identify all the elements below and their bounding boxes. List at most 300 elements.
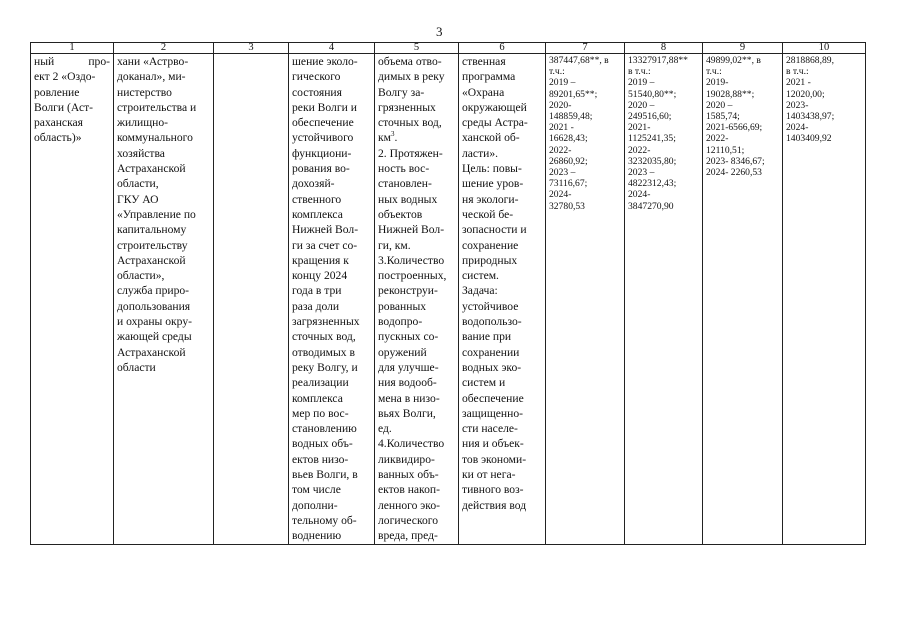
cell-text: становлен- [378, 177, 432, 191]
cell-text: шение эколо- [292, 55, 358, 68]
cell-line [292, 375, 371, 390]
cell-text: 16628,43; [549, 133, 588, 145]
cell-text: ектов низо- [292, 452, 349, 466]
cell-text: 2023 – [628, 167, 655, 179]
cell-state-program [459, 54, 546, 545]
cell-text: реки Волги и [292, 100, 357, 114]
cell-text: ги за счет со- [292, 238, 358, 252]
cell-text: нистерство [117, 85, 172, 99]
cell-text: «Охрана [462, 85, 505, 99]
cell-line [378, 253, 455, 268]
cell-lines [34, 69, 110, 145]
cell-line [292, 436, 371, 451]
cell-line [292, 69, 371, 84]
cell-text: 12020,00; [786, 88, 825, 100]
cell-line [549, 77, 621, 88]
cell-text: допользования [117, 299, 191, 313]
col-header: 1 [31, 43, 114, 54]
cell-text: тов экономи- [462, 452, 527, 466]
cell-line [462, 345, 542, 360]
cell-line [786, 133, 862, 144]
col-header: 6 [459, 43, 546, 54]
cell-text: ных водных [378, 192, 438, 206]
cell-text: среды Астра- [462, 116, 528, 130]
cell-text: объема отво- [378, 55, 442, 68]
cell-line [628, 145, 699, 156]
cell-text: доканал», ми- [117, 70, 186, 84]
cell-line [378, 146, 455, 161]
cell-text: оружений [378, 345, 427, 359]
cell-line [706, 100, 779, 111]
cell-line [378, 498, 455, 513]
cell-text: ня экологи- [462, 192, 519, 206]
cell-line [378, 100, 455, 115]
cell-line [706, 122, 779, 133]
cell-line [34, 69, 110, 84]
cell-text: устойчивое [462, 299, 519, 313]
cell-text: ровление [34, 85, 80, 99]
cell-line [117, 54, 210, 69]
cell-line [462, 192, 542, 207]
cell-text: окружающей [462, 100, 527, 114]
cell-text: 2021 - [549, 122, 574, 134]
cell-text: 3232035,80; [628, 155, 677, 167]
cell-line [378, 528, 455, 543]
cell-text: раза доли [292, 299, 340, 313]
cell-text: ность вос- [378, 162, 430, 176]
cell-text: хани «Астрво- [117, 55, 189, 68]
cell-line [378, 360, 455, 375]
cell-text: ния водооб- [378, 376, 437, 390]
cell-line [549, 122, 621, 133]
cell-funding-7 [546, 54, 625, 545]
cell-line [462, 238, 542, 253]
cell-text: 4822312,43; [628, 178, 677, 190]
cell-project-name [31, 54, 114, 545]
cell-text: т.ч.: [706, 66, 722, 78]
cell-text: служба приро- [117, 284, 190, 298]
cell-line [462, 161, 542, 176]
cell-line [378, 314, 455, 329]
cell-line [462, 467, 542, 482]
cell-text: программа [462, 70, 516, 84]
cell-line [462, 130, 542, 145]
cell-line [706, 145, 779, 156]
cell-line [117, 299, 210, 314]
cell-line [378, 192, 455, 207]
cell-line [549, 189, 621, 200]
cell-line [786, 77, 862, 88]
cell-text: коммунального [117, 131, 193, 145]
cell-text: мер по вос- [292, 406, 349, 420]
cell-line [549, 133, 621, 144]
col-header: 9 [703, 43, 783, 54]
cell-text: ческой бе- [462, 207, 514, 221]
cell-text: Волги (Аст- [34, 100, 94, 114]
cell-line [462, 283, 542, 298]
cell-line [117, 192, 210, 207]
cell-text: реконструи- [378, 284, 438, 298]
cell-text: ленного эко- [378, 498, 440, 512]
cell-text: 19028,88**; [706, 88, 755, 100]
cell-text: Астраханской [117, 345, 186, 359]
cell-line [786, 100, 862, 111]
cell-line [117, 85, 210, 100]
cell-text: 2023- 8346,67; [706, 155, 765, 167]
cell-line [117, 268, 210, 283]
cell-line [117, 329, 210, 344]
cell-line [549, 145, 621, 156]
cell-text: строительства и [117, 100, 197, 114]
cell-text: про- [88, 55, 110, 68]
cell-line [378, 513, 455, 528]
cell-text: в т.ч.: [628, 66, 651, 78]
cell-line [462, 207, 542, 222]
cell-line [34, 54, 110, 69]
cell-line [292, 161, 371, 176]
cell-text: ханской об- [462, 131, 520, 145]
col-header: 3 [214, 43, 289, 54]
cell-text: в т.ч.: [786, 66, 809, 78]
cell-line [549, 55, 621, 66]
cell-line [628, 156, 699, 167]
cell-text: загрязненных [292, 315, 360, 329]
cell-line [462, 54, 542, 69]
cell-text: 2023 – [549, 167, 576, 179]
cell-line [378, 283, 455, 298]
cell-line [292, 268, 371, 283]
cell-line [378, 467, 455, 482]
cell-line [378, 421, 455, 436]
cell-text: ственная [462, 55, 506, 68]
cell-line [549, 201, 621, 212]
cell-line [706, 89, 779, 100]
cell-text: км [378, 131, 391, 145]
cell-line [292, 329, 371, 344]
cell-text: 2021-6566,69; [706, 122, 763, 134]
cell-line [462, 253, 542, 268]
cell-line [292, 54, 371, 69]
cell-lines [378, 54, 455, 544]
cell-text: систем и [462, 376, 506, 390]
cell-text: года в три [292, 284, 342, 298]
cell-text: зопасности и [462, 223, 527, 237]
cell-text: жилищно- [117, 116, 168, 130]
cell-text: логического [378, 513, 439, 527]
cell-line [117, 176, 210, 191]
cell-text: Задача: [462, 284, 498, 298]
cell-text: 3.Количество [378, 253, 445, 267]
cell-text: сти населе- [462, 422, 518, 436]
cell-text: 12110,51; [706, 144, 745, 156]
cell-text: 2021 - [786, 77, 811, 89]
cell-line [706, 66, 779, 77]
cell-line [292, 192, 371, 207]
cell-line [292, 130, 371, 145]
cell-text: ект 2 «Оздо- [34, 70, 96, 84]
cell-line [378, 85, 455, 100]
cell-text: рования во- [292, 162, 350, 176]
cell-line [462, 360, 542, 375]
col-header: 4 [289, 43, 375, 54]
cell-line [462, 498, 542, 513]
cell-text: т.ч.: [549, 66, 565, 78]
col-header: 8 [625, 43, 703, 54]
cell-line [549, 178, 621, 189]
cell-line [549, 66, 621, 77]
cell-line [628, 111, 699, 122]
cell-text: водных эко- [462, 360, 522, 374]
cell-line [462, 452, 542, 467]
cell-line [378, 268, 455, 283]
cell-funding-10 [783, 54, 866, 545]
cell-text: области», [117, 269, 165, 283]
cell-line [549, 111, 621, 122]
cell-text: 2024- [628, 189, 651, 201]
cell-empty [214, 54, 289, 545]
cell-text: 89201,65**; [549, 88, 598, 100]
col-header: 5 [375, 43, 459, 54]
cell-line [378, 345, 455, 360]
cell-text: объектов [378, 207, 423, 221]
cell-text: 2020 – [628, 99, 655, 111]
cell-line [378, 54, 455, 69]
cell-text: ванных объ- [378, 468, 439, 482]
cell-line [462, 69, 542, 84]
cell-indicators [375, 54, 459, 545]
cell-text: построенных, [378, 269, 447, 283]
cell-line [292, 100, 371, 115]
cell-line [117, 314, 210, 329]
cell-line [549, 156, 621, 167]
cell-text: 13327917,88** [628, 55, 688, 66]
cell-text: водопро- [378, 315, 423, 329]
cell-line [292, 391, 371, 406]
cell-line [549, 100, 621, 111]
cell-line [378, 329, 455, 344]
cell-text: водных объ- [292, 437, 353, 451]
cell-line [628, 100, 699, 111]
cell-line [117, 161, 210, 176]
cell-line [786, 89, 862, 100]
cell-text: дохозяй- [292, 177, 335, 191]
cell-line [292, 406, 371, 421]
cell-text: 2024- 2260,53 [706, 167, 762, 179]
cell-text: комплекса [292, 207, 343, 221]
cell-text: обеспечение [462, 391, 524, 405]
cell-text: действия вод [462, 498, 527, 512]
cell-line [786, 66, 862, 77]
cell-text: ги, км. [378, 238, 411, 252]
cell-text: ственного [292, 192, 342, 206]
cell-text: комплекса [292, 391, 343, 405]
cell-line [292, 253, 371, 268]
cell-line [292, 314, 371, 329]
cell-text: реку Волгу, и [292, 360, 358, 374]
cell-text: жающей среды [117, 330, 192, 344]
cell-line [462, 406, 542, 421]
cell-line [292, 360, 371, 375]
cell-line [292, 283, 371, 298]
cell-line [628, 89, 699, 100]
cell-text: рованных [378, 299, 427, 313]
cell-text: Волгу за- [378, 85, 425, 99]
cell-text: раханская [34, 116, 84, 130]
cell-line: $км^3$. [378, 130, 398, 145]
cell-text: ный [34, 55, 55, 68]
cell-line [628, 55, 699, 66]
col-header: 7 [546, 43, 625, 54]
cell-text: ед. [378, 422, 392, 436]
cell-line [462, 329, 542, 344]
cell-line [117, 238, 210, 253]
cell-text: «Управление по [117, 207, 196, 221]
cell-line [462, 146, 542, 161]
cell-text: для улучше- [378, 360, 439, 374]
cell-line [706, 55, 779, 66]
cell-text: капитальному [117, 223, 187, 237]
cell-line [706, 111, 779, 122]
cell-text: 249516,60; [628, 111, 672, 123]
cell-text: сохранении [462, 345, 520, 359]
cell-text: Цель: повы- [462, 162, 522, 176]
cell-line [117, 222, 210, 237]
col-header: 2 [114, 43, 214, 54]
cell-line [628, 122, 699, 133]
cell-line [292, 176, 371, 191]
cell-text: 49899,02**, в [706, 55, 761, 66]
cell-line [117, 345, 210, 360]
cell-text: область)» [34, 131, 82, 145]
cell-text: 2023- [786, 99, 809, 111]
cell-line [706, 77, 779, 88]
cell-text: ласти». [462, 146, 499, 160]
cell-line [292, 513, 371, 528]
cell-line [462, 222, 542, 237]
cell-line [117, 283, 210, 298]
cell-line [292, 482, 371, 497]
cell-text: 2019 – [628, 77, 655, 89]
cell-line [34, 115, 110, 130]
cell-text: 73116,67; [549, 178, 588, 190]
cell-line [292, 222, 371, 237]
cell-text: вьях Волги, [378, 406, 436, 420]
cell-line [378, 436, 455, 451]
cell-text: ектов накоп- [378, 483, 440, 497]
cell-line [628, 77, 699, 88]
cell-text: и охраны окру- [117, 315, 192, 329]
cell-line [292, 238, 371, 253]
cell-text: 4.Количество [378, 437, 445, 451]
cell-text: сточных вод, [378, 116, 442, 130]
cell-text: 26860,92; [549, 155, 588, 167]
cell-line [462, 176, 542, 191]
cell-line [34, 130, 110, 145]
cell-line [786, 55, 862, 66]
cell-line [462, 482, 542, 497]
table-row [31, 54, 866, 545]
cell-line [462, 299, 542, 314]
cell-text: 3847270,90 [628, 200, 674, 212]
cell-text: вьев Волги, в [292, 468, 358, 482]
cell-text: области, [117, 177, 159, 191]
cell-text: состояния [292, 85, 342, 99]
cell-line [117, 146, 210, 161]
cell-text: ки от нега- [462, 468, 516, 482]
cell-line [378, 238, 455, 253]
cell-text: 2. Протяжен- [378, 146, 443, 160]
cell-line [292, 146, 371, 161]
cell-line [628, 201, 699, 212]
cell-text: пускных со- [378, 330, 439, 344]
cell-line [117, 100, 210, 115]
cell-line [34, 100, 110, 115]
cell-line [549, 89, 621, 100]
cell-text: вреда, пред- [378, 529, 438, 543]
cell-text: том числе [292, 483, 341, 497]
cell-text: становлению [292, 422, 357, 436]
cell-line [378, 69, 455, 84]
cell-text: защищенно- [462, 406, 523, 420]
cell-text: функциони- [292, 146, 352, 160]
cell-line [462, 436, 542, 451]
cell-text: Астраханской [117, 162, 186, 176]
cell-line [378, 115, 455, 130]
cell-executors [114, 54, 214, 545]
cell-text: хозяйства [117, 146, 165, 160]
cell-line [462, 375, 542, 390]
cell-text: 1403409,92 [786, 133, 832, 145]
cell-funding-9 [703, 54, 783, 545]
cell-line [462, 421, 542, 436]
cell-line [292, 452, 371, 467]
cell-text: 51540,80**; [628, 88, 677, 100]
cell-text: воднению [292, 529, 342, 543]
cell-line [628, 178, 699, 189]
cell-line [462, 100, 542, 115]
cell-line [117, 360, 210, 375]
cell-text: грязненных [378, 100, 436, 114]
cell-line [378, 207, 455, 222]
cell-text: тельному об- [292, 513, 357, 527]
cell-line [462, 115, 542, 130]
cell-text: димых в реку [378, 70, 445, 84]
cell-line [462, 391, 542, 406]
cell-line [34, 85, 110, 100]
cell-text: вание при [462, 330, 512, 344]
program-table [30, 42, 866, 545]
cell-text: шение уров- [462, 177, 524, 191]
cell-line [378, 161, 455, 176]
cell-line [549, 167, 621, 178]
cell-text: Астраханской [117, 253, 186, 267]
cell-text: сохранение [462, 238, 519, 252]
cell-text: 2021- [628, 122, 651, 134]
cell-line [378, 452, 455, 467]
cell-text: ГКУ АО [117, 192, 159, 206]
cell-line [628, 133, 699, 144]
cell-text: концу 2024 [292, 269, 348, 283]
cell-text: тивного воз- [462, 483, 524, 497]
cell-funding-8 [625, 54, 703, 545]
cell-text: 2022- [706, 133, 729, 145]
cell-line [292, 421, 371, 436]
cell-text: 2020- [549, 99, 572, 111]
cell-line [378, 299, 455, 314]
cell-line [292, 498, 371, 513]
cell-text: гического [292, 70, 341, 84]
cell-text: устойчивого [292, 131, 354, 145]
